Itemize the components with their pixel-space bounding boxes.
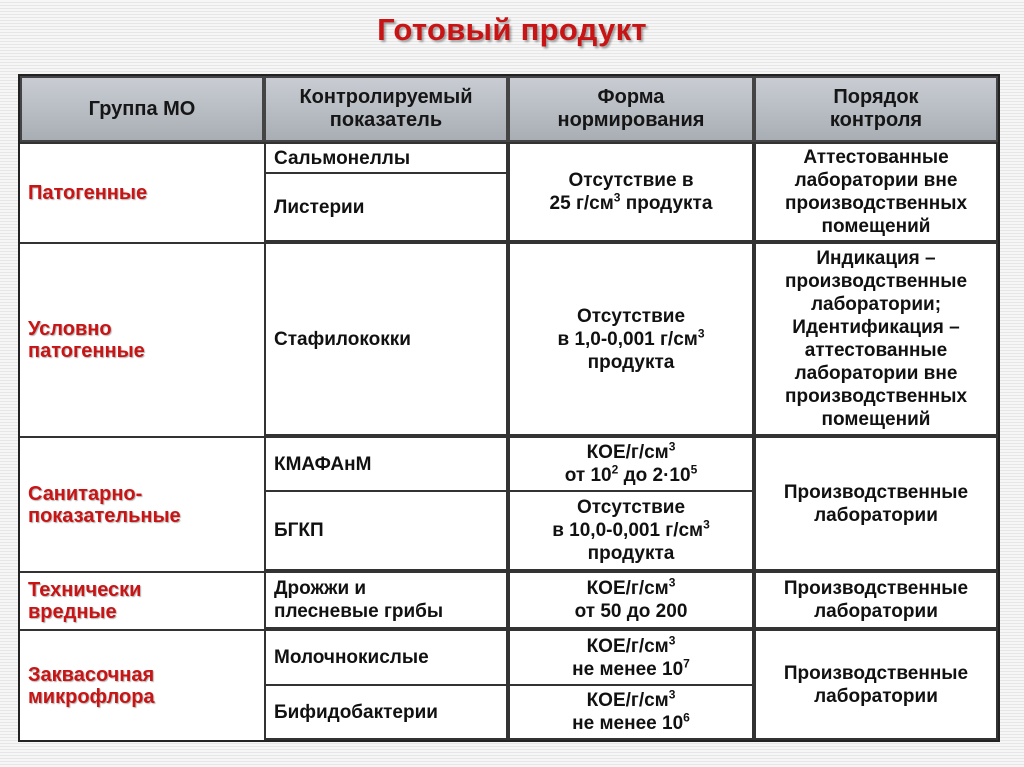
indicator-bgkp: БГКП	[264, 490, 508, 571]
indicator-listeria: Листерии	[264, 172, 508, 242]
header-group	[20, 76, 264, 142]
indicator-salmonella: Сальмонеллы	[264, 142, 508, 174]
norm-yeast: КОЕ/$г/см^3$ от 50 до 200	[508, 571, 754, 629]
page-title: Готовый продукт	[377, 12, 647, 47]
header-indicator: Контролируемый показатель	[264, 76, 508, 142]
group-starter: Заквасочная микрофлора	[20, 629, 264, 740]
control-indication: Индикация – производственные лаборатории; Идентификация – аттестованные лаборатории вне производственных помещений	[754, 242, 998, 436]
control-production-labs-starter: Производственные лаборатории	[754, 629, 998, 740]
norm-bifido: КОЕ/$г/см^3$ не менее $10^6$	[508, 684, 754, 740]
group-sanitary: Санитарно- показательные	[20, 436, 264, 571]
group-pathogenic: Патогенные	[20, 142, 264, 242]
norm-lactic: КОЕ/$г/см^3$ не менее $10^7$	[508, 629, 754, 686]
control-production-labs-sanitary: Производственные лаборатории	[754, 436, 998, 571]
product-table	[18, 74, 1000, 742]
header-group-label: Группа МО	[88, 97, 196, 120]
indicator-staph: Стафилококки	[264, 242, 508, 436]
control-certified: Аттестованные лаборатории вне производственных помещений	[754, 142, 998, 242]
indicator-bifido: Бифидобактерии	[264, 684, 508, 740]
norm-kmafanm: КОЕ/$г/см^3$ от $10^2$ до $2\cdot 10^5$	[508, 436, 754, 492]
norm-pathogenic: Отсутствие в 25 $г/см^3$ продукта	[508, 142, 754, 242]
control-production-labs-technical: Производственные лаборатории	[754, 571, 998, 629]
header-norm: Форма нормирования	[508, 76, 754, 142]
norm-staph: Отсутствие в 1,0-0,001 $г/см^3$ продукта	[508, 242, 754, 436]
group-technical: Технически вредные	[20, 571, 264, 629]
norm-bgkp: Отсутствие в 10,0-0,001 $г/см^3$ продукта	[508, 490, 754, 571]
indicator-lactic: Молочнокислые	[264, 629, 508, 686]
indicator-yeast: Дрожжи и плесневые грибы	[264, 571, 508, 629]
group-conditional: Условно патогенные	[20, 242, 264, 436]
header-control: Порядок контроля	[754, 76, 998, 142]
indicator-kmafanm: КМАФАнМ	[264, 436, 508, 492]
